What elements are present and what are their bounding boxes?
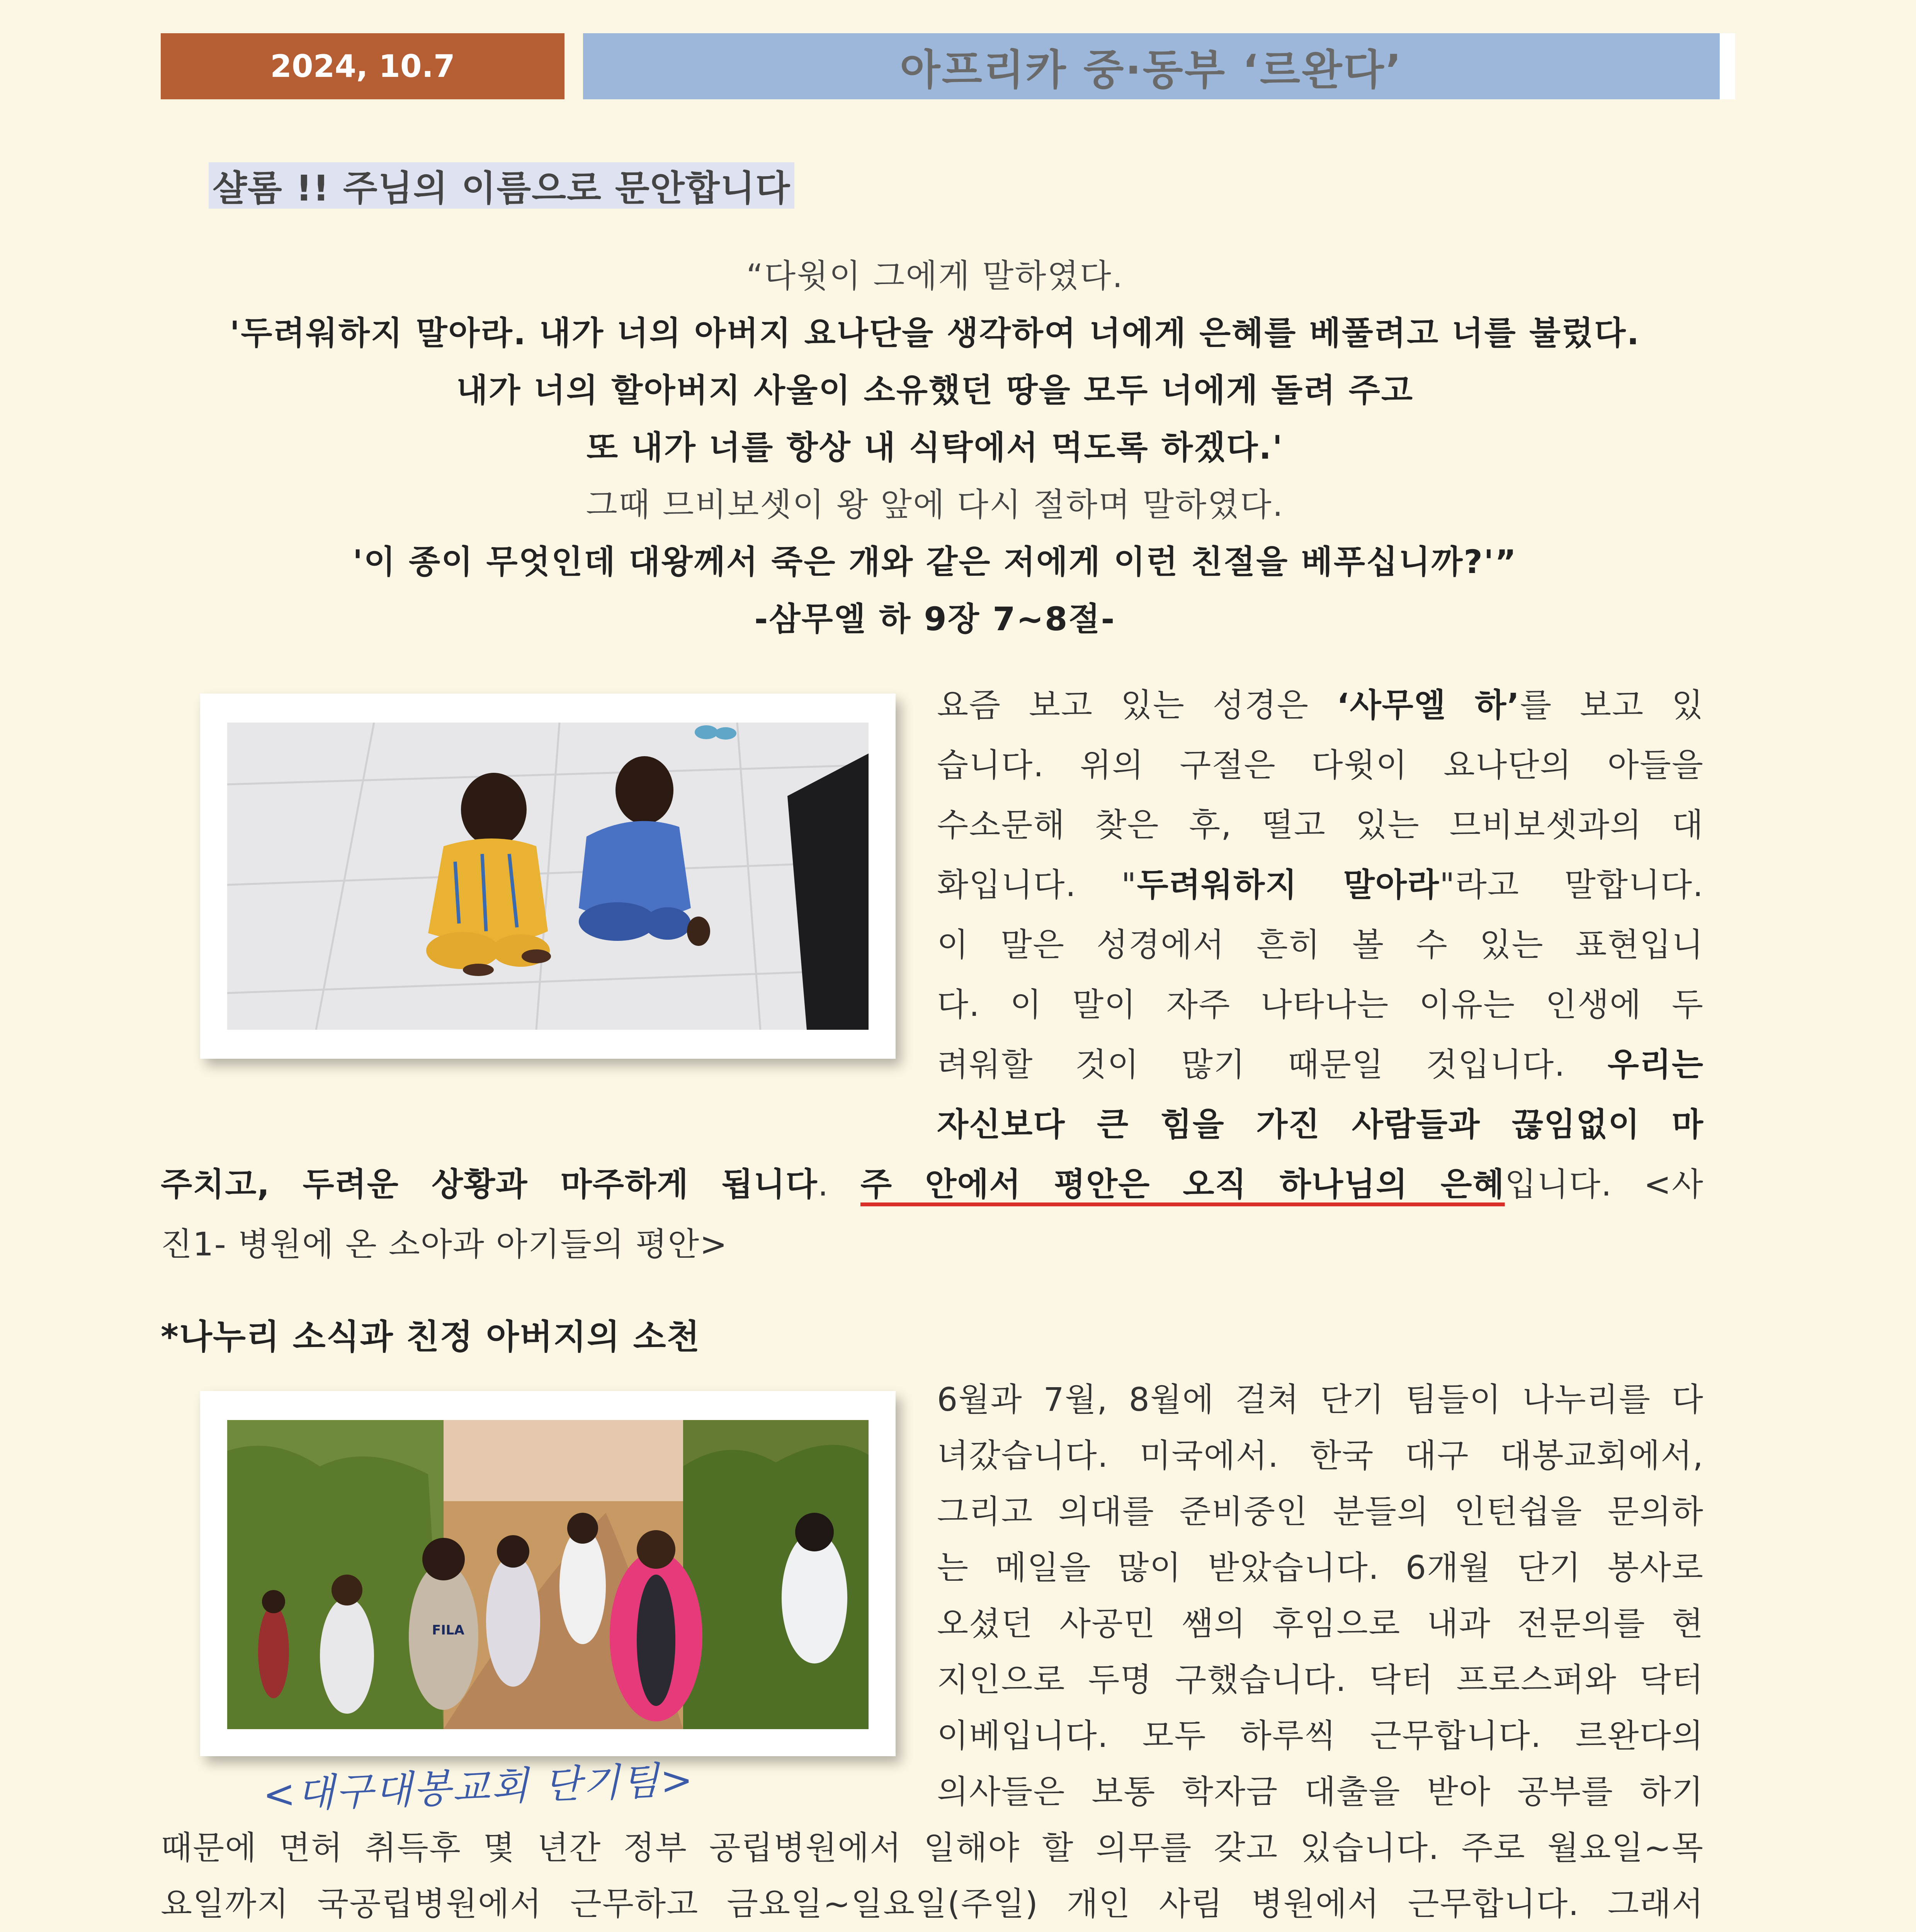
paragraph-line: 이베입니다. 모두 하루씩 근무합니다. 르완다의: [937, 1717, 1704, 1755]
text-segment: 요즘 보고 있는 성경은: [937, 686, 1337, 724]
paragraph-line: [937, 1035, 1704, 1095]
title-text: 아프리카 중·동부 ‘르완다’: [900, 46, 1403, 94]
photo-toddlers-image: [227, 723, 869, 1030]
date-text: 2024, 10.7: [270, 48, 455, 84]
paragraph-line: 습니다. 위의 구절은 다윗이 요나단의 아들을: [937, 746, 1704, 784]
paragraph-line: 의사들은 보통 학자금 대출을 받아 공부를 하기: [937, 1773, 1704, 1811]
verse-reference: -삼무엘 하 9장 7~8절-: [754, 600, 1116, 638]
paragraph-line: 때문에 면허 취득후 몇 년간 정부 공립병원에서 일해야 할 의무를 갖고 있습니다. 주로 월요일~목: [161, 1829, 1704, 1867]
paragraph-line: 녀갔습니다. 미국에서. 한국 대구 대봉교회에서,: [937, 1437, 1704, 1475]
text-segment: .: [818, 1165, 860, 1203]
verse-line: 또 내가 너를 항상 내 식탁에서 먹도록 하겠다.': [587, 429, 1284, 466]
paragraph-line: 는 메일을 많이 받았습니다. 6개월 단기 봉사로: [937, 1549, 1704, 1587]
photo-toddlers: [200, 694, 896, 1059]
text-segment: 를 보고 있: [1520, 686, 1704, 724]
greeting-text: 샬롬 !! 주님의 이름으로 문안합니다: [213, 168, 791, 209]
photo-team-walk-image: [227, 1420, 869, 1729]
paragraph-line: 지인으로 두명 구했습니다. 닥터 프로스퍼와 닥터: [937, 1661, 1704, 1699]
paragraph-line: [937, 675, 1704, 735]
paragraph-line: [161, 1155, 1704, 1214]
paragraph-line: 요일까지 국공립병원에서 근무하고 금요일~일요일(주일) 개인 사림 병원에서 근무합니다. 그래서: [161, 1885, 1704, 1923]
title-banner-edge: [1720, 33, 1735, 99]
emphasis-text: 우리는: [1607, 1046, 1704, 1083]
paragraph-line: 그리고 의대를 준비중인 분들의 인턴쉽을 문의하: [937, 1493, 1704, 1531]
verse-line: 내가 너의 할아버지 사울이 소유했던 땅을 모두 너에게 돌려 주고: [456, 371, 1414, 409]
underlined-grace-text: 주 안에서 평안은 오직 하나님의 은혜: [860, 1165, 1505, 1203]
verse-line: '이 종이 무엇인데 대왕께서 죽은 개와 같은 저에게 이런 친절을 베푸십니까?'”: [352, 543, 1518, 581]
fila-shirt-text: FILA: [432, 1622, 464, 1638]
verse-line: '두려워하지 말아라. 내가 너의 아버지 요나단을 생각하여 너에게 은혜를 베풀려고 너를 불렀다.: [230, 314, 1641, 352]
verse-line: “다윗이 그에게 말하였다.: [746, 257, 1124, 295]
emphasis-text: 주치고, 두려운 상황과 마주하게 됩니다: [161, 1165, 818, 1203]
paragraph-line: [161, 1930, 1704, 1932]
paragraph-line: 다. 이 말이 자주 나타나는 이유는 인생에 두: [937, 986, 1704, 1024]
paragraph-line: [937, 855, 1704, 915]
section2-heading: *나누리 소식과 친정 아버지의 소천: [161, 1317, 700, 1357]
paragraph-line: 오셨던 사공민 쌤의 후임으로 내과 전문의를 현: [937, 1605, 1704, 1643]
text-segment: "라고 말합니다.: [1440, 866, 1704, 904]
text-segment: 입니다. <사: [1505, 1165, 1704, 1203]
title-banner: [583, 33, 1720, 99]
verse-line: 그때 므비보셋이 왕 앞에 다시 절하며 말하였다.: [586, 486, 1284, 524]
paragraph-line: 자신보다 큰 힘을 가진 사람들과 끊임없이 마: [937, 1105, 1704, 1143]
greeting: [209, 162, 794, 209]
emphasis-do-not-fear: 두려워하지 말아라: [1137, 866, 1440, 904]
paragraph-line: 수소문해 찾은 후, 떨고 있는 므비보셋과의 대: [937, 806, 1704, 844]
bible-verse: [162, 247, 1708, 648]
emphasis-book-title: ‘사무엘 하’: [1336, 686, 1520, 724]
text-segment: 려워할 것이 많기 때문일 것입니다.: [937, 1046, 1608, 1083]
paragraph-line: 6월과 7월, 8월에 걸쳐 단기 팀들이 나누리를 다: [937, 1381, 1704, 1418]
photo1-caption-line: 진1- 병원에 온 소아과 아기들의 평안>: [161, 1225, 728, 1263]
photo-team-walk: [200, 1391, 896, 1756]
date-banner: [161, 33, 564, 99]
text-segment: 화입니다. ": [937, 866, 1137, 904]
handwritten-caption: <대구대봉교회 단기팀>: [262, 1757, 695, 1818]
paragraph-line: 이 말은 성경에서 흔히 볼 수 있는 표현입니: [937, 926, 1704, 964]
